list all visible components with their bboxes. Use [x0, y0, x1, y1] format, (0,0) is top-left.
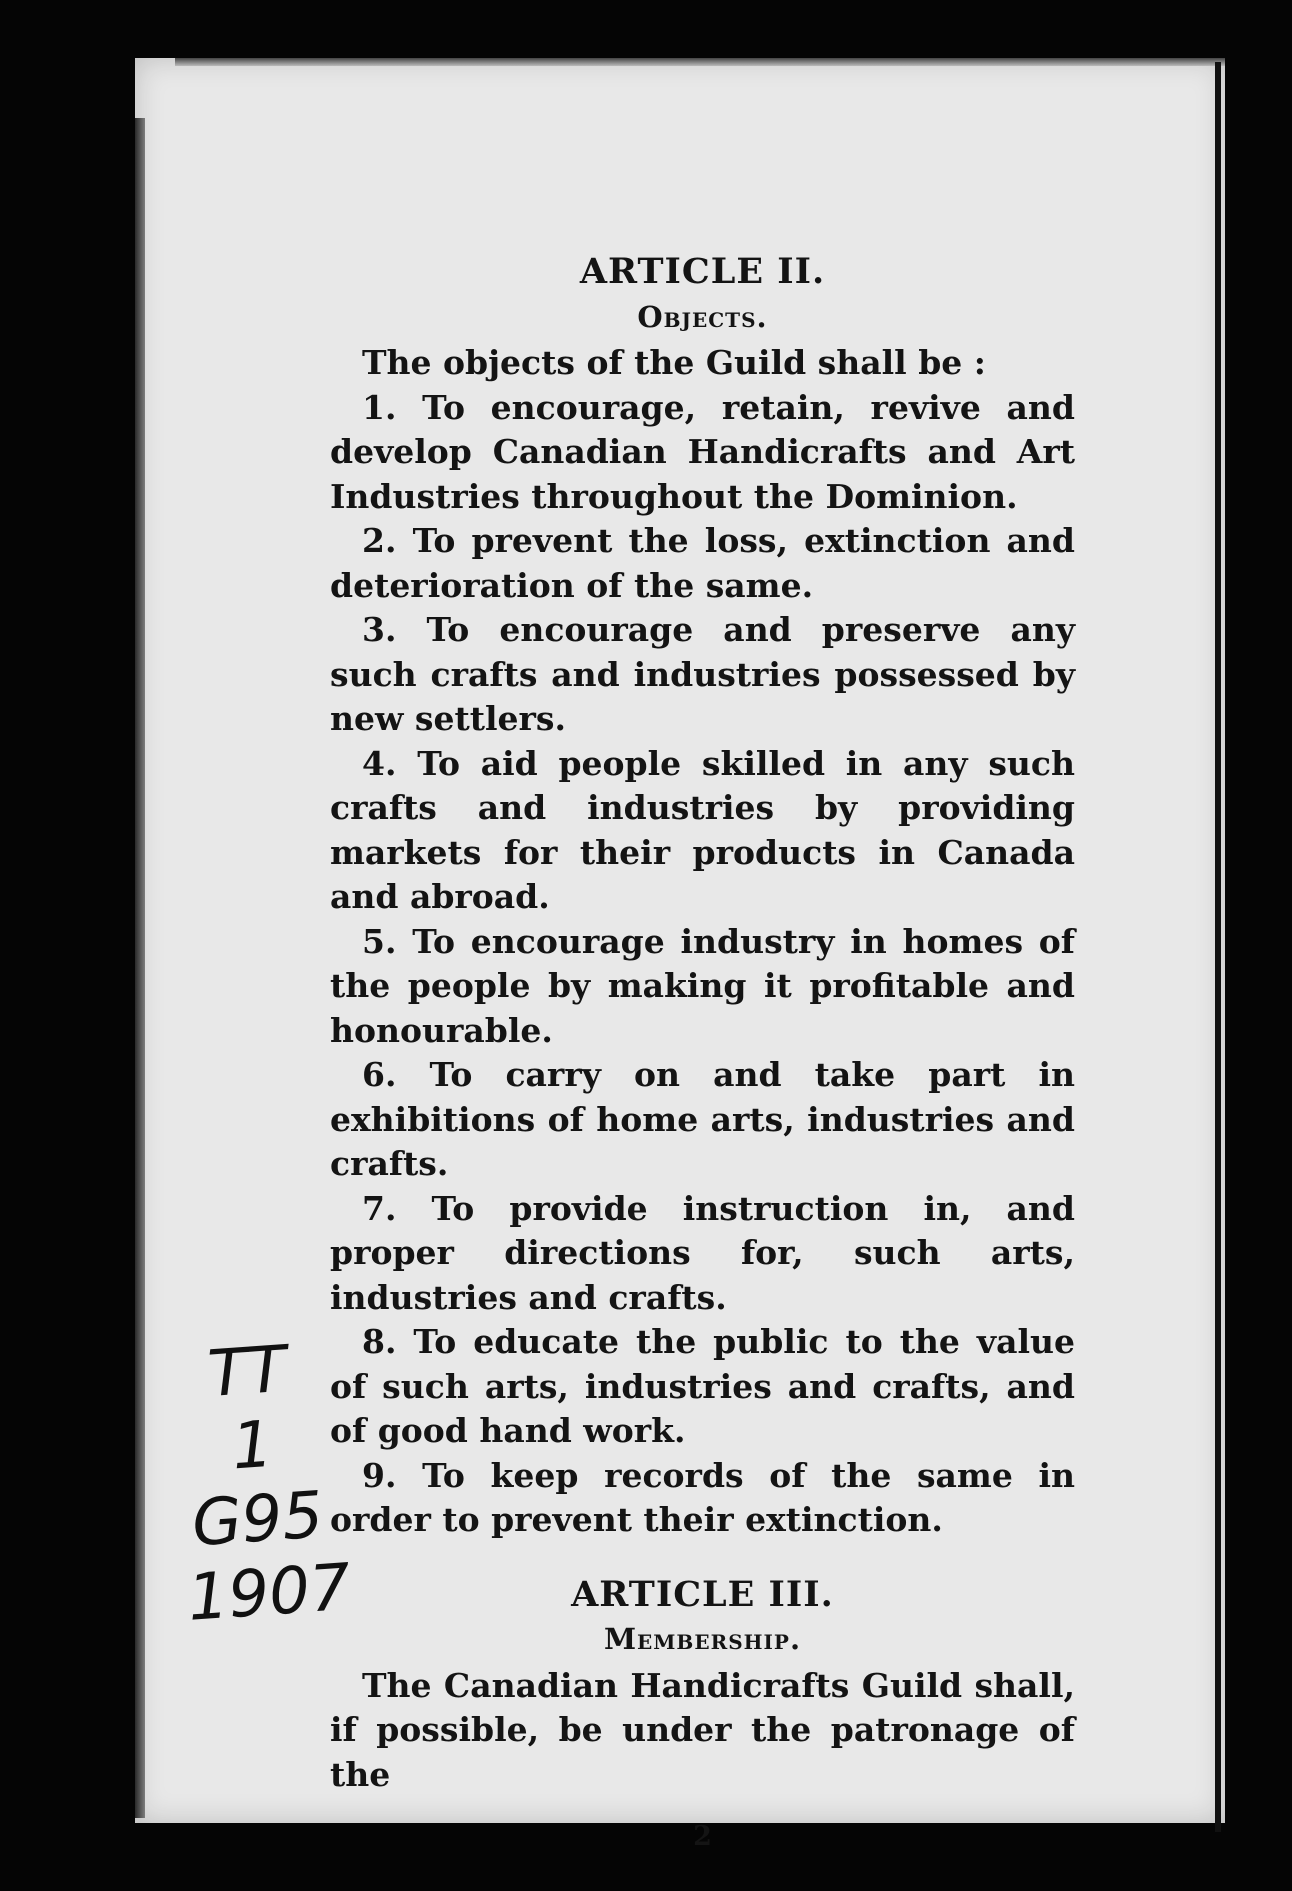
object-item-5: 5. To encourage industry in homes of the people by making it profitable and honourable. — [330, 921, 1075, 1050]
handwritten-line-4: 1907 — [185, 1550, 353, 1636]
article-3-subheading: Membership. — [603, 1622, 802, 1656]
page-number: 2 — [693, 1821, 712, 1852]
handwritten-line-1: TT — [205, 1332, 289, 1412]
article-3-heading: ARTICLE III. — [571, 1573, 834, 1615]
document-body — [330, 250, 1075, 1860]
object-item-9: 9. To keep records of the same in order to prevent their extinction. — [330, 1455, 1075, 1539]
object-item-6: 6. To carry on and take part in exhibitions of home arts, industries and crafts. — [330, 1055, 1075, 1183]
handwritten-line-3: G95 — [189, 1478, 326, 1562]
handwritten-call-number — [170, 1330, 353, 1636]
article-2-heading: ARTICLE II. — [579, 251, 826, 292]
object-item-8: 8. To educate the public to the value of such arts, industries and crafts, and of good hand work. — [330, 1322, 1075, 1450]
page-right-border — [1215, 62, 1221, 1832]
handwritten-line-2: 1 — [229, 1407, 276, 1485]
object-item-7: 7. To provide instruction in, and proper directions for, such arts, industries and crafts. — [330, 1188, 1075, 1317]
object-item-4: 4. To aid people skilled in any such crafts and industries by providing markets for their products in Canada and abroad. — [330, 743, 1075, 916]
object-item-2: 2. To prevent the loss, extinction and deterioration of the same. — [330, 521, 1075, 605]
article-2-intro: The objects of the Guild shall be : — [362, 343, 986, 382]
article-2-subheading: Objects. — [637, 299, 768, 334]
page-top-edge — [175, 58, 1225, 66]
page-left-edge — [135, 118, 145, 1818]
section-gap — [330, 1543, 1075, 1573]
object-item-3: 3. To encourage and preserve any such crafts and industries possessed by new settlers. — [330, 610, 1075, 738]
article-3-text: The Canadian Handicrafts Guild shall, if possible, be under the patronage of the — [330, 1665, 1075, 1794]
object-item-1: 1. To encourage, retain, revive and develop Canadian Handicrafts and Art Industries throughout the Dominion. — [330, 387, 1075, 516]
